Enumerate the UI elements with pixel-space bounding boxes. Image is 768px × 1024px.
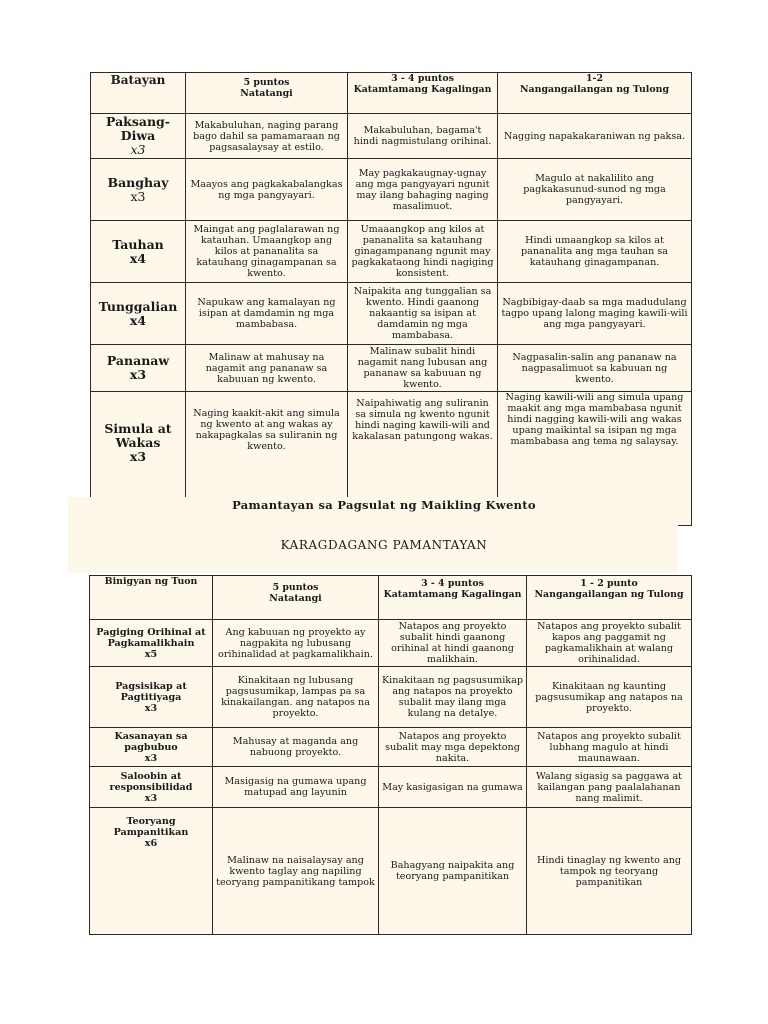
low-cell: Kinakitaan ng kaunting pagsusumikap ang natapos na proyekto. — [527, 667, 692, 728]
low-cell: Naging kawili-wili ang simula upang maakit ang mga mambabasa ngunit hindi nagging kawili-wili ang wakas upang maikintal sa isipan ng mga mambabasa ang tema ng salaysay. — [498, 392, 692, 526]
criteria-multiplier: x4 — [129, 312, 147, 328]
criteria-name: Kasanayan sa pagbubuo — [114, 730, 188, 753]
header-high — [213, 576, 379, 620]
high-cell: Ang kabuuan ng proyekto ay nagpakita ng lubusang orihinalidad at pagkamalikhain. — [213, 620, 379, 667]
header-mid-label: Katamtamang Kagalingan — [383, 589, 522, 600]
high-cell: Masigasig na gumawa upang matupad ang layunin — [213, 767, 379, 808]
table-row — [90, 808, 692, 935]
table-row — [90, 767, 692, 808]
table-row — [91, 283, 692, 345]
high-cell: Mahusay at maganda ang nabuong proyekto. — [213, 728, 379, 767]
mid-cell: May kasigasigan na gumawa — [379, 767, 527, 808]
header-mid — [379, 576, 527, 620]
criteria-name: Pagiging Orihinal at Pagkamalikhain — [96, 626, 206, 649]
criteria-multiplier: x3 — [129, 367, 147, 382]
mid-cell: Naipakita ang tunggalian sa kwento. Hindi gaanong nakaantig sa isipan at damdamin ng mga mambabasa. — [348, 283, 498, 345]
mid-cell: Malinaw subalit hindi nagamit nang lubusan ang pananaw sa kabuuan ng kwento. — [348, 345, 498, 392]
mid-cell: Kinakitaan ng pagsusumikap ang natapos na proyekto subalit may ilang mga kulang na detalye. — [379, 667, 527, 728]
criteria-multiplier: x6 — [144, 838, 158, 849]
header-low — [527, 576, 692, 620]
high-cell: Napukaw ang kamalayan ng isipan at damdamin ng mga mambabasa. — [186, 283, 348, 345]
criteria-name: Tunggalian — [98, 298, 178, 314]
header-criteria: Batayan — [91, 73, 186, 114]
criteria-name: Teoryang Pampanitikan — [113, 816, 189, 838]
high-cell: Maingat ang paglalarawan ng katauhan. Umaangkop ang kilos at pananalita sa katauhang ginagampanan sa kwento. — [186, 221, 348, 283]
high-cell: Naging kaakit-akit ang simula ng kwento at ang wakas ay nakapagkalas sa suliranin ng kwento. — [186, 392, 348, 526]
section-title: KARAGDAGANG PAMANTAYAN — [280, 538, 488, 552]
criteria-multiplier: x3 — [130, 142, 146, 157]
header-low-label: Nangangailangan ng Tulong — [519, 84, 669, 95]
header-low — [498, 73, 692, 114]
low-cell: Natapos ang proyekto subalit kapos ang paggamit ng pagkamalikhain at walang orihinalidad. — [527, 620, 692, 667]
criteria-multiplier: x3 — [144, 792, 158, 804]
header-mid — [348, 73, 498, 114]
high-cell: Malinaw at mahusay na nagamit ang pananaw sa kabuuan ng kwento. — [186, 345, 348, 392]
criteria-name: Pananaw — [106, 353, 170, 368]
header-high-label: Natatangi — [240, 88, 293, 99]
criteria-name: Tauhan — [112, 236, 164, 252]
criteria-multiplier: x3 — [144, 702, 158, 714]
header-high-label: Natatangi — [269, 593, 322, 604]
criteria-cell — [90, 767, 213, 808]
criteria-name: Banghay — [107, 174, 169, 190]
mid-cell: Naipahiwatig ang suliranin sa simula ng kwento ngunit hindi naging kawili-wili and kakalasan patungong wakas. — [348, 392, 498, 526]
mid-cell: Natapos ang proyekto subalit may mga depektong nakita. — [379, 728, 527, 767]
criteria-name: Saloobin at responsibilidad — [109, 770, 193, 793]
table-row — [91, 159, 692, 221]
criteria-name: Simula at Wakas — [104, 421, 172, 450]
criteria-cell — [90, 667, 213, 728]
mid-cell: Natapos ang proyekto subalit hindi gaanong orihinal at hindi gaanong malikhain. — [379, 620, 527, 667]
criteria-cell — [90, 728, 213, 767]
table-header-row — [91, 73, 692, 114]
header-mid-points: 3 - 4 puntos — [421, 578, 484, 589]
mid-cell: Umaaangkop ang kilos at pananalita sa katauhang ginagampanang ngunit may pagkakataong hindi nagiging konsistent. — [348, 221, 498, 283]
low-cell: Magulo at nakalilito ang pagkakasunud-sunod ng mga pangyayari. — [498, 159, 692, 221]
header-mid-label: Katamtamang Kagalingan — [353, 84, 492, 95]
table-row — [90, 667, 692, 728]
criteria-multiplier: x3 — [144, 752, 158, 764]
criteria-multiplier: x3 — [129, 449, 147, 464]
criteria-cell — [90, 808, 213, 935]
criteria-multiplier: x4 — [129, 250, 147, 266]
table-row — [91, 114, 692, 159]
criteria-cell — [90, 620, 213, 667]
criteria-cell — [91, 221, 186, 283]
table-header-row — [90, 576, 692, 620]
rubric-table-additional — [89, 575, 692, 935]
low-cell: Hindi umaangkop sa kilos at pananalita ang mga tauhan sa katauhang ginagampanan. — [498, 221, 692, 283]
low-cell: Hindi tinaglay ng kwento ang tampok ng teoryang pampanitikan — [527, 808, 692, 935]
rubric-table-main — [90, 72, 692, 526]
high-cell: Kinakitaan ng lubusang pagsusumikap, lampas pa sa kinakailangan. ang natapos na proyekto. — [213, 667, 379, 728]
mid-cell: Makabuluhan, bagama't hindi nagmistulang orihinal. — [348, 114, 498, 159]
header-low-label: Nangangailangan ng Tulong — [534, 589, 684, 600]
criteria-cell — [91, 114, 186, 159]
criteria-cell — [91, 283, 186, 345]
table-row — [90, 728, 692, 767]
criteria-name: Pagsisikap at Pagtitiyaga — [115, 680, 187, 703]
criteria-cell — [91, 345, 186, 392]
low-cell: Natapos ang proyekto subalit lubhang magulo at hindi maunawaan. — [527, 728, 692, 767]
header-mid-points: 3 - 4 puntos — [391, 73, 454, 84]
criteria-multiplier: x5 — [144, 648, 158, 660]
header-high-points: 5 puntos — [272, 582, 319, 593]
page-title: Pamantayan sa Pagsulat ng Maikling Kwento — [232, 498, 536, 512]
table-row — [91, 345, 692, 392]
mid-cell: May pagkakaugnay-ugnay ang mga pangyayari ngunit may ilang bahaging naging masalimuot. — [348, 159, 498, 221]
header-high — [186, 73, 348, 114]
table-row — [91, 221, 692, 283]
header-criteria: Binigyan ng Tuon — [90, 576, 213, 620]
header-low-points: 1-2 — [586, 73, 603, 84]
high-cell: Malinaw na naisalaysay ang kwento taglay ang napiling teoryang pampanitikang tampok — [213, 808, 379, 935]
high-cell: Makabuluhan, naging parang bago dahil sa pamamaraan ng pagsasalaysay at estilo. — [186, 114, 348, 159]
low-cell: Walang sigasig sa paggawa at kailangan pang paalalahanan nang malimit. — [527, 767, 692, 808]
low-cell: Nagbibigay-daab sa mga madudulang tagpo upang lalong maging kawili-wili ang mga pangyayari. — [498, 283, 692, 345]
high-cell: Maayos ang pagkakabalangkas ng mga pangyayari. — [186, 159, 348, 221]
low-cell: Nagpasalin-salin ang pananaw na nagpasalimuot sa kabuuan ng kwento. — [498, 345, 692, 392]
low-cell: Nagging napakakaraniwan ng paksa. — [498, 114, 692, 159]
table-row — [90, 620, 692, 667]
criteria-cell — [91, 159, 186, 221]
criteria-name: Paksang-Diwa — [106, 114, 170, 143]
criteria-multiplier: x3 — [130, 188, 146, 204]
mid-cell: Bahagyang naipakita ang teoryang pampanitikan — [379, 808, 527, 935]
header-low-points: 1 - 2 punto — [580, 578, 638, 589]
header-high-points: 5 puntos — [243, 77, 290, 88]
